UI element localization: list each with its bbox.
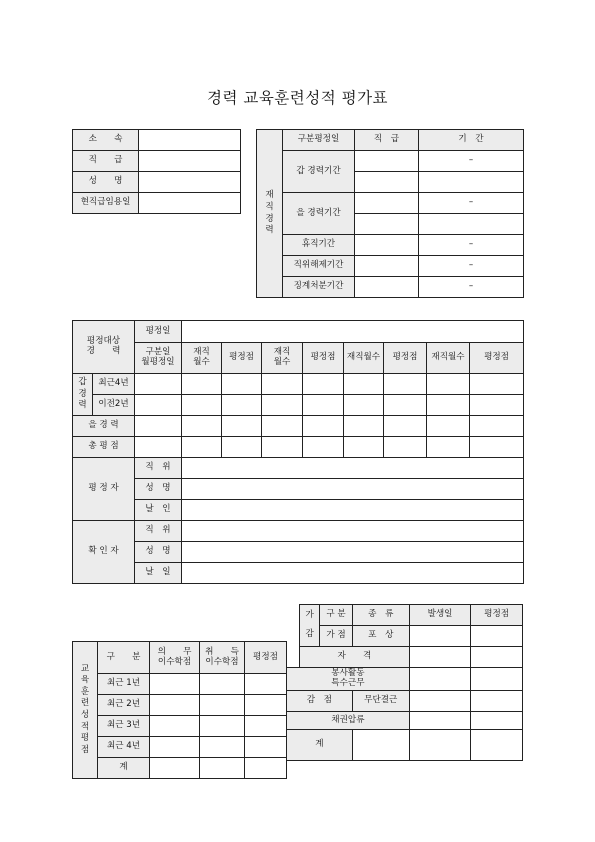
edu-acquired-header: 취 득 이수학점 [200,642,245,674]
leave-label: 휴직기간 [283,235,355,256]
minus-label: 감 점 [287,691,353,712]
discipline-period[interactable]: – [419,277,524,298]
gap-career-label: 갑 경력기간 [283,151,355,193]
eul-rank-2[interactable] [355,214,419,235]
rating-cell[interactable] [135,374,182,395]
eul-period-1[interactable]: – [419,193,524,214]
release-label: 직위해제기간 [283,256,355,277]
bonus-cell[interactable] [352,730,409,761]
rating-cell[interactable] [470,374,524,395]
rating-cell[interactable] [262,437,303,458]
rating-cell[interactable] [384,437,427,458]
edu-year-label: 최근 3년 [98,716,150,737]
score-header-4: 평정점 [470,343,524,374]
confirmer-position-label: 직 위 [135,521,182,542]
rating-cell[interactable] [470,395,524,416]
rater-position-label: 직 위 [135,458,182,479]
rating-cell[interactable] [427,437,470,458]
edu-division-header: 구 분 [98,642,150,674]
personal-info-table [72,129,241,214]
education-table [72,641,287,779]
bonus-cell[interactable] [471,712,523,730]
bonus-cell[interactable] [409,691,470,712]
bonus-cell[interactable] [409,730,470,761]
confirmer-name-label: 성 명 [135,542,182,563]
rating-target-label: 평정대상 경 력 [73,321,135,374]
rating-date-label: 평정일 [135,321,182,343]
rating-cell[interactable] [344,374,384,395]
rating-cell[interactable] [135,395,182,416]
position-value[interactable] [139,151,241,172]
leave-rank[interactable] [355,235,419,256]
seizure-label: 채권압류 [287,712,410,730]
bonus-cell[interactable] [471,668,523,691]
eul-career-label: 을 경력기간 [283,193,355,235]
bonus-cell[interactable] [471,691,523,712]
rating-cell[interactable] [262,416,303,437]
position-label: 직 급 [73,151,139,172]
career-header-rank: 직 급 [355,130,419,151]
rating-cell[interactable] [135,437,182,458]
plus-label: 가 점 [320,626,352,647]
months-header-4: 재직월수 [427,343,470,374]
edu-mandatory-header: 의 무 이수학점 [150,642,200,674]
edu-sum-label: 계 [98,758,150,779]
rater-label: 평 정 자 [73,458,135,521]
bonus-cell[interactable] [471,647,523,668]
bonus-cell[interactable] [471,626,523,647]
gap-side-label: 갑경력 [73,374,93,416]
confirmer-position-value[interactable] [182,521,524,542]
confirmer-label: 확 인 자 [73,521,135,584]
leave-period[interactable]: – [419,235,524,256]
rating-cell[interactable] [344,395,384,416]
rating-cell[interactable] [222,416,262,437]
rating-cell[interactable] [182,416,222,437]
discipline-rank[interactable] [355,277,419,298]
rating-cell[interactable] [344,437,384,458]
edu-cell[interactable] [150,716,200,737]
education-side-label: 교육훈련성적평점 [73,642,98,779]
edu-cell[interactable] [245,758,287,779]
gap-rank-2[interactable] [355,172,419,193]
score-header-2: 평정점 [303,343,344,374]
edu-cell[interactable] [245,716,287,737]
rating-cell[interactable] [303,437,344,458]
rating-cell[interactable] [384,395,427,416]
rating-cell[interactable] [344,416,384,437]
edu-cell[interactable] [150,674,200,695]
eul-career-row-label: 을 경 력 [73,416,135,437]
months-header-1: 재직 월수 [182,343,222,374]
confirmer-name-value[interactable] [182,542,524,563]
rating-cell[interactable] [303,416,344,437]
bonus-cell[interactable] [409,626,470,647]
award-label: 포 상 [352,626,409,647]
edu-cell[interactable] [245,695,287,716]
bonus-cell[interactable] [409,668,470,691]
release-period[interactable]: – [419,256,524,277]
edu-cell[interactable] [200,695,245,716]
eul-rank-1[interactable] [355,193,419,214]
months-header-3: 재직월수 [344,343,384,374]
page-title: 경력 교육훈련성적 평가표 [206,89,389,107]
bonus-score-header: 평정점 [471,605,523,626]
appointed-value[interactable] [139,193,241,214]
discipline-label: 징계처분기간 [283,277,355,298]
affiliation-label: 소 속 [73,130,139,151]
edu-cell[interactable] [150,758,200,779]
edu-cell[interactable] [245,737,287,758]
rating-cell[interactable] [182,437,222,458]
affiliation-value[interactable] [139,130,241,151]
bonus-kind-header: 종 류 [352,605,409,626]
score-header-3: 평정점 [384,343,427,374]
rating-cell[interactable] [222,437,262,458]
confirmer-date-value[interactable] [182,563,524,584]
bonus-table [286,604,523,761]
rater-seal-value[interactable] [182,500,524,521]
total-score-label: 총 평 점 [73,437,135,458]
edu-cell[interactable] [200,674,245,695]
bonus-side-label: 가 감 [299,605,319,647]
edu-cell[interactable] [200,737,245,758]
edu-cell[interactable] [150,695,200,716]
edu-score-header: 평정점 [245,642,287,674]
gap-period-2[interactable] [419,172,524,193]
edu-cell[interactable] [245,674,287,695]
gap-rank-1[interactable] [355,151,419,172]
bonus-cell[interactable] [471,730,523,761]
rating-cell[interactable] [303,395,344,416]
rater-position-value[interactable] [182,458,524,479]
bonus-division-header: 구 분 [320,605,352,626]
rating-cell[interactable] [182,395,222,416]
rating-cell[interactable] [384,416,427,437]
bonus-sum-label: 계 [287,730,353,761]
rating-cell[interactable] [262,395,303,416]
edu-cell[interactable] [200,716,245,737]
rater-name-label: 성 명 [135,479,182,500]
name-value[interactable] [139,172,241,193]
rating-subhead: 구분일 월평정일 [135,343,182,374]
rating-cell[interactable] [427,374,470,395]
name-label: 성 명 [73,172,139,193]
edu-year-label: 최근 2년 [98,695,150,716]
edu-year-label: 최근 4년 [98,737,150,758]
absence-label: 무단결근 [352,691,409,712]
eul-period-2[interactable] [419,214,524,235]
career-table [256,129,524,298]
rating-cell[interactable] [222,374,262,395]
bonus-cell[interactable] [409,712,470,730]
gap-period-1[interactable]: – [419,151,524,172]
appointed-label: 현직급임용일 [73,193,139,214]
rater-seal-label: 날 인 [135,500,182,521]
rating-cell[interactable] [470,416,524,437]
rating-cell[interactable] [262,374,303,395]
rating-cell[interactable] [182,374,222,395]
edu-year-label: 최근 1년 [98,674,150,695]
recent4-label: 최근4년 [93,374,135,395]
rating-cell[interactable] [222,395,262,416]
rater-name-value[interactable] [182,479,524,500]
volunteer-label: 봉사활동 특수근무 [287,668,410,691]
bonus-cell[interactable] [409,647,470,668]
license-label: 자 격 [299,647,409,668]
rating-cell[interactable] [470,437,524,458]
prev2-label: 이전2년 [93,395,135,416]
rating-cell[interactable] [427,416,470,437]
release-rank[interactable] [355,256,419,277]
months-header-2: 재직 월수 [262,343,303,374]
edu-cell[interactable] [200,758,245,779]
confirmer-date-label: 날 일 [135,563,182,584]
score-header-1: 평정점 [222,343,262,374]
rating-cell[interactable] [135,416,182,437]
career-side-label: 재직경력 [257,130,283,298]
edu-cell[interactable] [150,737,200,758]
career-header-date: 구분평정일 [283,130,355,151]
bonus-date-header: 발생일 [409,605,470,626]
rating-table [72,320,524,584]
career-header-period: 기 간 [419,130,524,151]
rating-cell[interactable] [303,374,344,395]
rating-cell[interactable] [384,374,427,395]
rating-date-value[interactable] [182,321,524,343]
rating-cell[interactable] [427,395,470,416]
